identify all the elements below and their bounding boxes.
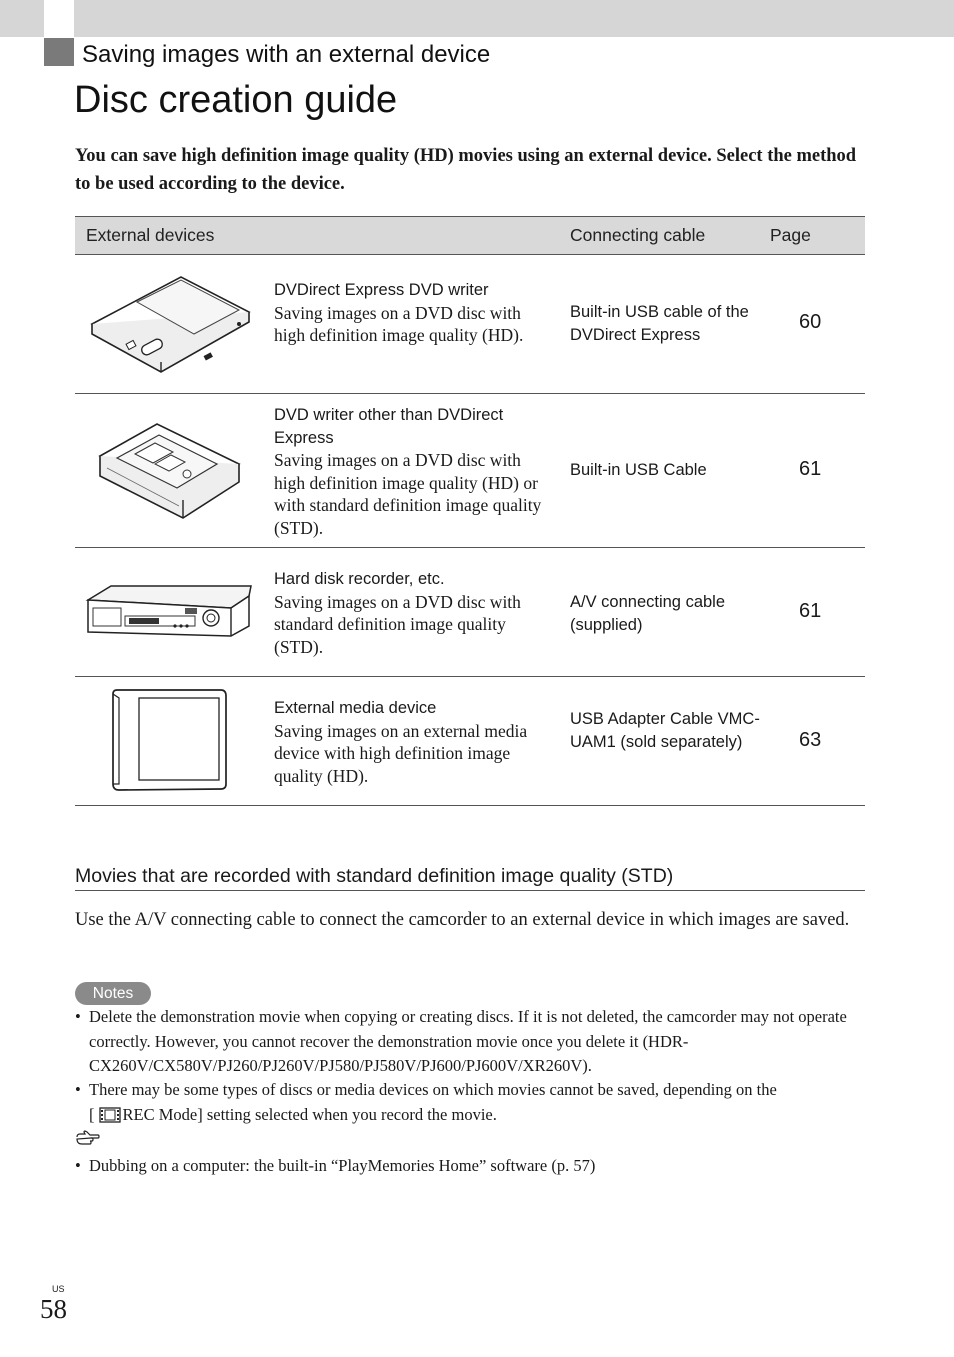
section-label: Saving images with an external device (82, 41, 491, 68)
bullet: • (75, 1156, 81, 1175)
list-item (75, 1005, 865, 1079)
page-cell: 61 (799, 600, 822, 622)
device-name: DVDirect Express DVD writer (274, 281, 489, 299)
device-detail: Saving images on an external media device with high definition image quality (HD). (274, 720, 528, 786)
region-label: US (52, 1284, 65, 1294)
top-bar (0, 0, 954, 37)
device-description (274, 279, 554, 347)
page-title: Disc creation guide (74, 79, 398, 121)
list-item (75, 1078, 865, 1128)
device-name: DVD writer other than DVDirect Express (274, 406, 504, 447)
cable-cell: Built-in USB Cable (570, 461, 707, 479)
cable-cell: A/V connecting cable (supplied) (570, 593, 726, 634)
recorder-icon (75, 548, 265, 676)
reference-text: Dubbing on a computer: the built-in “PlayMemories Home” software (p. 57) (89, 1156, 596, 1175)
col-external-devices: External devices (86, 225, 215, 245)
device-detail: Saving images on a DVD disc with standard definition image quality (STD). (274, 591, 521, 657)
page-cell: 61 (799, 458, 822, 480)
media-device-icon (75, 677, 265, 805)
page-cell: 63 (799, 729, 822, 751)
bullet: • (75, 1080, 81, 1099)
section-marker (44, 38, 74, 66)
col-page: Page (770, 225, 811, 245)
pointing-hand-icon (76, 1130, 100, 1146)
device-name: External media device (274, 699, 437, 717)
bullet: • (75, 1007, 81, 1026)
page-number: 58 (40, 1294, 67, 1324)
device-description (274, 697, 554, 787)
note-text: Delete the demonstration movie when copying or creating discs. If it is not deleted, the camcorder may not operate correctly. However, you cannot recover the demonstration movie once you delete it (HDR-CX260V/CX580V/PJ260/PJ260V/PJ580/PJ580V/PJ600/PJ600V/XR260V). (89, 1007, 847, 1075)
dvd-writer-icon (75, 394, 265, 547)
bracket-open: [ (89, 1104, 95, 1124)
device-detail: Saving images on a DVD disc with high definition image quality (HD). (274, 302, 524, 345)
top-bar-tab (44, 0, 74, 37)
col-connecting-cable: Connecting cable (570, 225, 706, 245)
note-text-rest: REC Mode] setting selected when you record the movie. (122, 1104, 497, 1124)
table-row (75, 548, 865, 677)
list-item (75, 1154, 865, 1180)
cable-cell: Built-in USB cable of the DVDirect Express (570, 303, 749, 344)
table-row (75, 677, 865, 806)
dvd-writer-icon (75, 254, 265, 393)
page-cell: 60 (799, 311, 822, 333)
cable-cell: USB Adapter Cable VMC-UAM1 (sold separately) (570, 710, 760, 751)
device-name: Hard disk recorder, etc. (274, 570, 445, 588)
film-icon (99, 1107, 121, 1123)
notes-badge: Notes (75, 982, 151, 1005)
device-description (274, 568, 554, 658)
device-description (274, 404, 554, 539)
intro-text: You can save high definition image quality (HD) movies using an external device. Select the method to be used according to the device. (75, 146, 857, 194)
section-heading: Movies that are recorded with standard definition image quality (STD) (75, 862, 865, 891)
table-header (75, 216, 865, 255)
body-paragraph: Use the A/V connecting cable to connect the camcorder to an external device in which images are saved. (75, 910, 850, 930)
table-row (75, 254, 865, 394)
note-text-block (89, 1078, 859, 1127)
note-text: There may be some types of discs or media devices on which movies cannot be saved, depending on the (89, 1080, 777, 1099)
table-row (75, 394, 865, 548)
device-detail: Saving images on a DVD disc with high definition image quality (HD) or with standard definition image quality (STD). (274, 450, 542, 538)
